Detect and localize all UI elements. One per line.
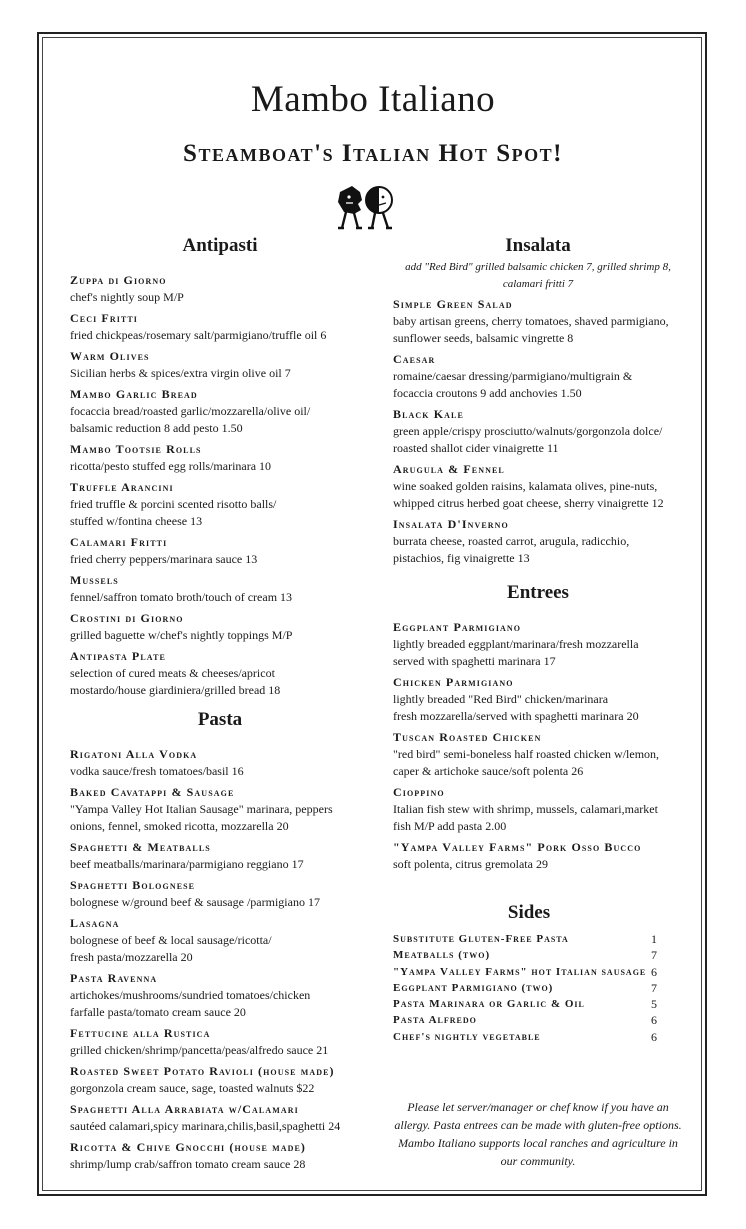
menu-item-description: Sicilian herbs & spices/extra virgin olive oil 7 [70, 366, 291, 380]
menu-item-description: vodka sauce/fresh tomatoes/basil 16 [70, 764, 244, 778]
menu-item-description: ricotta/pesto stuffed egg rolls/marinara 10 [70, 459, 272, 473]
menu-item-name: Cioppino [393, 785, 445, 799]
menu-item [70, 572, 370, 606]
menu-item-name: Rigatoni Alla Vodka [70, 747, 198, 761]
menu-item-name: Simple Green Salad [393, 297, 513, 311]
side-item-price: 5 [651, 997, 657, 1012]
insalata-list [393, 296, 683, 567]
menu-item-name: Baked Cavatappi & Sausage [70, 785, 235, 799]
menu-item [70, 386, 370, 437]
insalata-addon-note: add "Red Bird" grilled balsamic chicken 7, grilled shrimp 8, calamari fritti 7 [405, 261, 671, 290]
side-item [393, 996, 665, 1012]
side-item-price: 6 [651, 1013, 657, 1028]
menu-item [70, 970, 370, 1021]
menu-item [70, 310, 370, 344]
menu-item-description: focaccia bread/roasted garlic/mozzarella/olive oil/ balsamic reduction 8 add pesto 1.50 [70, 404, 311, 435]
menu-item-name: Truffle Arancini [70, 480, 174, 494]
menu-item-name: Crostini di Giorno [70, 611, 184, 625]
side-item [393, 947, 665, 963]
side-item-price: 7 [651, 948, 657, 963]
menu-item-name: "Yampa Valley Farms" Pork Osso Bucco [393, 840, 642, 854]
menu-item [393, 729, 683, 780]
menu-item [70, 1101, 370, 1135]
menu-item-name: Tuscan Roasted Chicken [393, 730, 542, 744]
menu-item [70, 877, 370, 911]
menu-item-name: Eggplant Parmigiano [393, 620, 522, 634]
menu-item-name: Calamari Fritti [70, 535, 168, 549]
menu-item-name: Chicken Parmigiano [393, 675, 514, 689]
side-item-name: Meatballs (two) [393, 949, 491, 962]
menu-item-description: lightly breaded "Red Bird" chicken/marinara fresh mozzarella/served with spaghetti marinara 20 [393, 692, 639, 723]
menu-item-description: lightly breaded eggplant/marinara/fresh mozzarella served with spaghetti marinara 17 [393, 637, 639, 668]
menu-item-name: Ceci Fritti [70, 311, 138, 325]
menu-item-name: Arugula & Fennel [393, 462, 505, 476]
menu-item-description: gorgonzola cream sauce, sage, toasted walnuts $22 [70, 1081, 315, 1095]
side-item [393, 1012, 665, 1028]
side-item-price: 6 [651, 964, 657, 979]
menu-item [393, 296, 683, 347]
menu-item-name: Pasta Ravenna [70, 971, 158, 985]
menu-item-name: Spaghetti Alla Arrabiata w/Calamari [70, 1102, 299, 1116]
insalata-section [393, 234, 683, 571]
menu-item [70, 272, 370, 306]
antipasti-heading: Antipasti [182, 235, 258, 256]
pasta-section [70, 708, 370, 1177]
side-item-name: Substitute Gluten-Free Pasta [393, 933, 569, 945]
menu-item-description: romaine/caesar dressing/parmigiano/multigrain & focaccia croutons 9 add anchovies 1.50 [393, 369, 633, 400]
side-item-name: Eggplant Parmigiano (two) [393, 981, 554, 994]
menu-item-description: shrimp/lump crab/saffron tomato cream sauce 28 [70, 1157, 306, 1171]
side-item-price: 1 [651, 932, 657, 946]
menu-item-description: bolognese w/ground beef & sausage /parmigiano 17 [70, 895, 320, 909]
sides-list [393, 931, 665, 1045]
side-item [393, 980, 665, 996]
insalata-heading: Insalata [505, 235, 571, 256]
menu-item-name: Roasted Sweet Potato Ravioli (house made) [70, 1064, 335, 1078]
menu-item [393, 784, 683, 835]
side-item-name: Chef's nightly vegetable [393, 1030, 541, 1043]
menu-item-name: Mussels [70, 573, 119, 587]
menu-item [70, 1063, 370, 1097]
menu-item [393, 619, 683, 670]
side-item-name: "Yampa Valley Farms" hot Italian sausage [393, 965, 647, 978]
side-item-name: Pasta Alfredo [393, 1014, 477, 1027]
menu-item-description: green apple/crispy prosciutto/walnuts/gorgonzola dolce/ roasted shallot cider vinaigrette 11 [393, 424, 663, 455]
menu-item [70, 1139, 370, 1173]
menu-item [393, 516, 683, 567]
restaurant-subtitle: Steamboat's Italian Hot Spot! [183, 140, 563, 167]
menu-item [70, 915, 370, 966]
menu-item [70, 746, 370, 780]
side-item-price: 6 [651, 1029, 657, 1044]
menu-item-description: fried chickpeas/rosemary salt/parmigiano/truffle oil 6 [70, 328, 327, 342]
menu-item-name: Spaghetti & Meatballs [70, 840, 211, 854]
sides-section [393, 901, 665, 1045]
menu-item-description: grilled baguette w/chef's nightly toppings M/P [70, 628, 293, 642]
menu-item-description: Italian fish stew with shrimp, mussels, calamari,market fish M/P add pasta 2.00 [393, 802, 658, 833]
menu-item-description: baby artisan greens, cherry tomatoes, shaved parmigiano, sunflower seeds, balsamic vingrette 8 [393, 314, 669, 345]
menu-item [70, 441, 370, 475]
entrees-section [393, 581, 683, 877]
menu-item [70, 784, 370, 835]
menu-item-name: Mambo Garlic Bread [70, 387, 198, 401]
menu-item-name: Insalata D'Inverno [393, 517, 509, 531]
menu-item [393, 406, 683, 457]
menu-item-name: Fettucine alla Rustica [70, 1026, 211, 1040]
entrees-heading: Entrees [507, 582, 569, 603]
entrees-list [393, 619, 683, 873]
menu-item-description: fennel/saffron tomato broth/touch of cream 13 [70, 590, 293, 604]
menu-item-description: chef's nightly soup M/P [70, 290, 184, 304]
menu-item [70, 479, 370, 530]
menu-item [393, 839, 683, 873]
menu-item [70, 534, 370, 568]
menu-item-description: fried cherry peppers/marinara sauce 13 [70, 552, 258, 566]
menu-item-name: Black Kale [393, 407, 464, 421]
menu-item-description: bolognese of beef & local sausage/ricotta/ fresh pasta/mozzarella 20 [70, 933, 272, 964]
menu-item-name: Ricotta & Chive Gnocchi (house made) [70, 1140, 307, 1154]
side-item [393, 931, 665, 947]
side-item-name: Pasta Marinara or Garlic & Oil [393, 998, 585, 1011]
allergy-note: Please let server/manager or chef know if you have an allergy. Pasta entrees can be made with gluten-free options. Mambo Italiano supports local ranches and agriculture in our community. [394, 1100, 682, 1168]
menu-item [70, 348, 370, 382]
menu-item-name: Warm Olives [70, 349, 150, 363]
menu-item [393, 351, 683, 402]
side-item-price: 7 [651, 980, 657, 995]
menu-item-description: sautéed calamari,spicy marinara,chilis,basil,spaghetti 24 [70, 1119, 341, 1133]
menu-item-description: soft polenta, citrus gremolata 29 [393, 857, 548, 871]
side-item [393, 964, 665, 980]
menu-item-name: Caesar [393, 352, 436, 366]
menu-item-description: selection of cured meats & cheeses/apricot mostardo/house giardiniera/grilled bread 18 [70, 666, 281, 697]
dancing-figures-logo-icon [334, 184, 398, 232]
menu-item-name: Spaghetti Bolognese [70, 878, 196, 892]
menu-item-description: "Yampa Valley Hot Italian Sausage" marinara, peppers onions, fennel, smoked ricotta, mozzarella 20 [70, 802, 333, 833]
menu-item-description: grilled chicken/shrimp/pancetta/peas/alfredo sauce 21 [70, 1043, 329, 1057]
pasta-heading: Pasta [197, 709, 243, 730]
menu-item-description: fried truffle & porcini scented risotto balls/ stuffed w/fontina cheese 13 [70, 497, 277, 528]
menu-item-description: beef meatballs/marinara/parmigiano reggiano 17 [70, 857, 304, 871]
menu-item [70, 839, 370, 873]
menu-item [393, 461, 683, 512]
menu-item-name: Mambo Tootsie Rolls [70, 442, 202, 456]
menu-item-description: artichokes/mushrooms/sundried tomatoes/chicken farfalle pasta/tomato cream sauce 20 [70, 988, 311, 1019]
menu-item [393, 674, 683, 725]
antipasti-list [70, 272, 370, 699]
menu-item [70, 1025, 370, 1059]
antipasti-section [70, 234, 370, 703]
menu-item-description: burrata cheese, roasted carrot, arugula, radicchio, pistachios, fig vinaigrette 13 [393, 534, 630, 565]
menu-item-description: "red bird" semi-boneless half roasted chicken w/lemon, caper & artichoke sauce/soft polenta 26 [393, 747, 660, 778]
sides-heading: Sides [507, 902, 551, 923]
menu-item-name: Antipasta Plate [70, 649, 166, 663]
restaurant-title: Mambo Italiano [250, 79, 496, 120]
menu-item [70, 648, 370, 699]
pasta-list [70, 746, 370, 1173]
menu-item-description: wine soaked golden raisins, kalamata olives, pine-nuts, whipped citrus herbed goat cheese, sherry vinaigrette 12 [393, 479, 664, 510]
side-item [393, 1029, 665, 1045]
menu-item [70, 610, 370, 644]
menu-item-name: Zuppa di Giorno [70, 273, 167, 287]
menu-item-name: Lasagna [70, 916, 120, 930]
